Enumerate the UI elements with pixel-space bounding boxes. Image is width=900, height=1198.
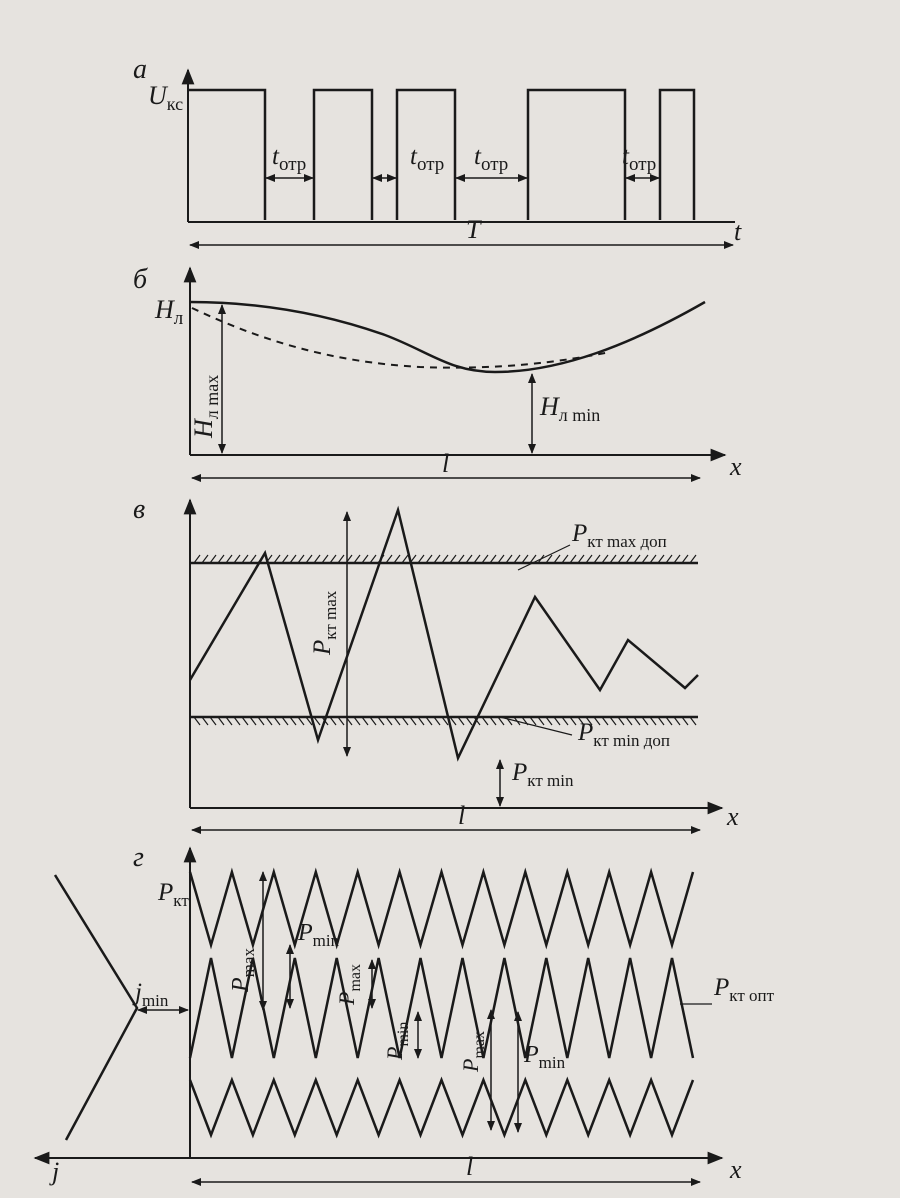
- panel-a-interval-label-2: $t_{отр}$: [410, 143, 445, 175]
- panel-a-interval-label-1: $t_{отр}$: [272, 143, 307, 175]
- panel-g-p-label: $P_{кт}$: [158, 879, 189, 910]
- panel-g-pmax-label-2: $P_{max}$: [334, 964, 364, 1005]
- panel-g-optimal-pressure-diagram: [35, 842, 775, 1186]
- panel-g-upper-zigzag: [190, 872, 693, 945]
- panel-a-y-axis-label: $U_{кс}$: [148, 81, 184, 114]
- panel-v-upper-label: $P_{кт max доп}$: [572, 520, 667, 551]
- panel-a-pulse-diagram: [133, 54, 742, 246]
- panel-g-envelope: [55, 875, 137, 1140]
- panel-g-x-axis-label: x: [730, 1155, 742, 1184]
- panel-g-pmax-label-3: $P_{max}$: [458, 1031, 488, 1072]
- panel-v-min-label: $P_{кт min}$: [512, 759, 574, 790]
- panel-v-x-axis-label: x: [727, 802, 739, 831]
- panel-a-letter: а: [133, 54, 147, 85]
- panel-g-length-label: l: [466, 1152, 474, 1181]
- panel-g-opt-label: $P_{кт опт}$: [714, 974, 775, 1005]
- zigzag-line: [190, 1080, 693, 1135]
- panel-g-j-axis-label: j: [52, 1157, 60, 1186]
- panel-v-letter: в: [133, 494, 146, 525]
- panel-a-interval-label-3: $t_{отр}$: [474, 143, 509, 175]
- panel-v-pressure-diagram: [133, 494, 739, 831]
- panel-b-min-label: $H_{л min}$: [540, 392, 601, 425]
- panel-b-level-diagram: [133, 264, 742, 481]
- panel-b-dashed-curve: [192, 308, 610, 368]
- panel-a-period-label: T: [466, 215, 481, 244]
- panel-b-letter: б: [133, 264, 148, 295]
- panel-g-pmin-label-3: $P_{min}$: [524, 1042, 566, 1072]
- panel-g-pmin-label-1: $P_{min}$: [298, 920, 340, 950]
- panel-v-lower-label: $P_{кт min доп}$: [578, 719, 670, 750]
- panel-a-time-axis-label: t: [734, 217, 742, 246]
- zigzag-line: [190, 872, 693, 945]
- panel-g-lower-zigzag: [190, 1080, 693, 1135]
- panel-v-max-label: $P_{кт max}$: [309, 590, 340, 655]
- panel-g-jmin-label: $j_{min}$: [135, 979, 169, 1010]
- panel-b-length-label: l: [442, 449, 450, 478]
- panel-a-interval-label-4: $t_{отр}$: [622, 143, 657, 175]
- panel-g-middle-zigzag: [190, 958, 693, 1058]
- panel-b-x-axis-label: x: [730, 452, 742, 481]
- panel-g-letter: г: [133, 842, 144, 873]
- panel-g-pmax-label-1: $P_{max}$: [228, 948, 258, 992]
- panel-b-solid-curve: [190, 302, 705, 372]
- panel-v-lower-leader: [500, 717, 572, 735]
- panel-v-length-label: l: [458, 801, 466, 830]
- zigzag-line: [190, 958, 693, 1058]
- panel-b-max-label: $H_{л max}$: [189, 374, 222, 438]
- panel-g-pmin-label-2: $P_{min}$: [382, 1021, 412, 1060]
- panel-b-curve-label: $H_л$: [155, 295, 184, 329]
